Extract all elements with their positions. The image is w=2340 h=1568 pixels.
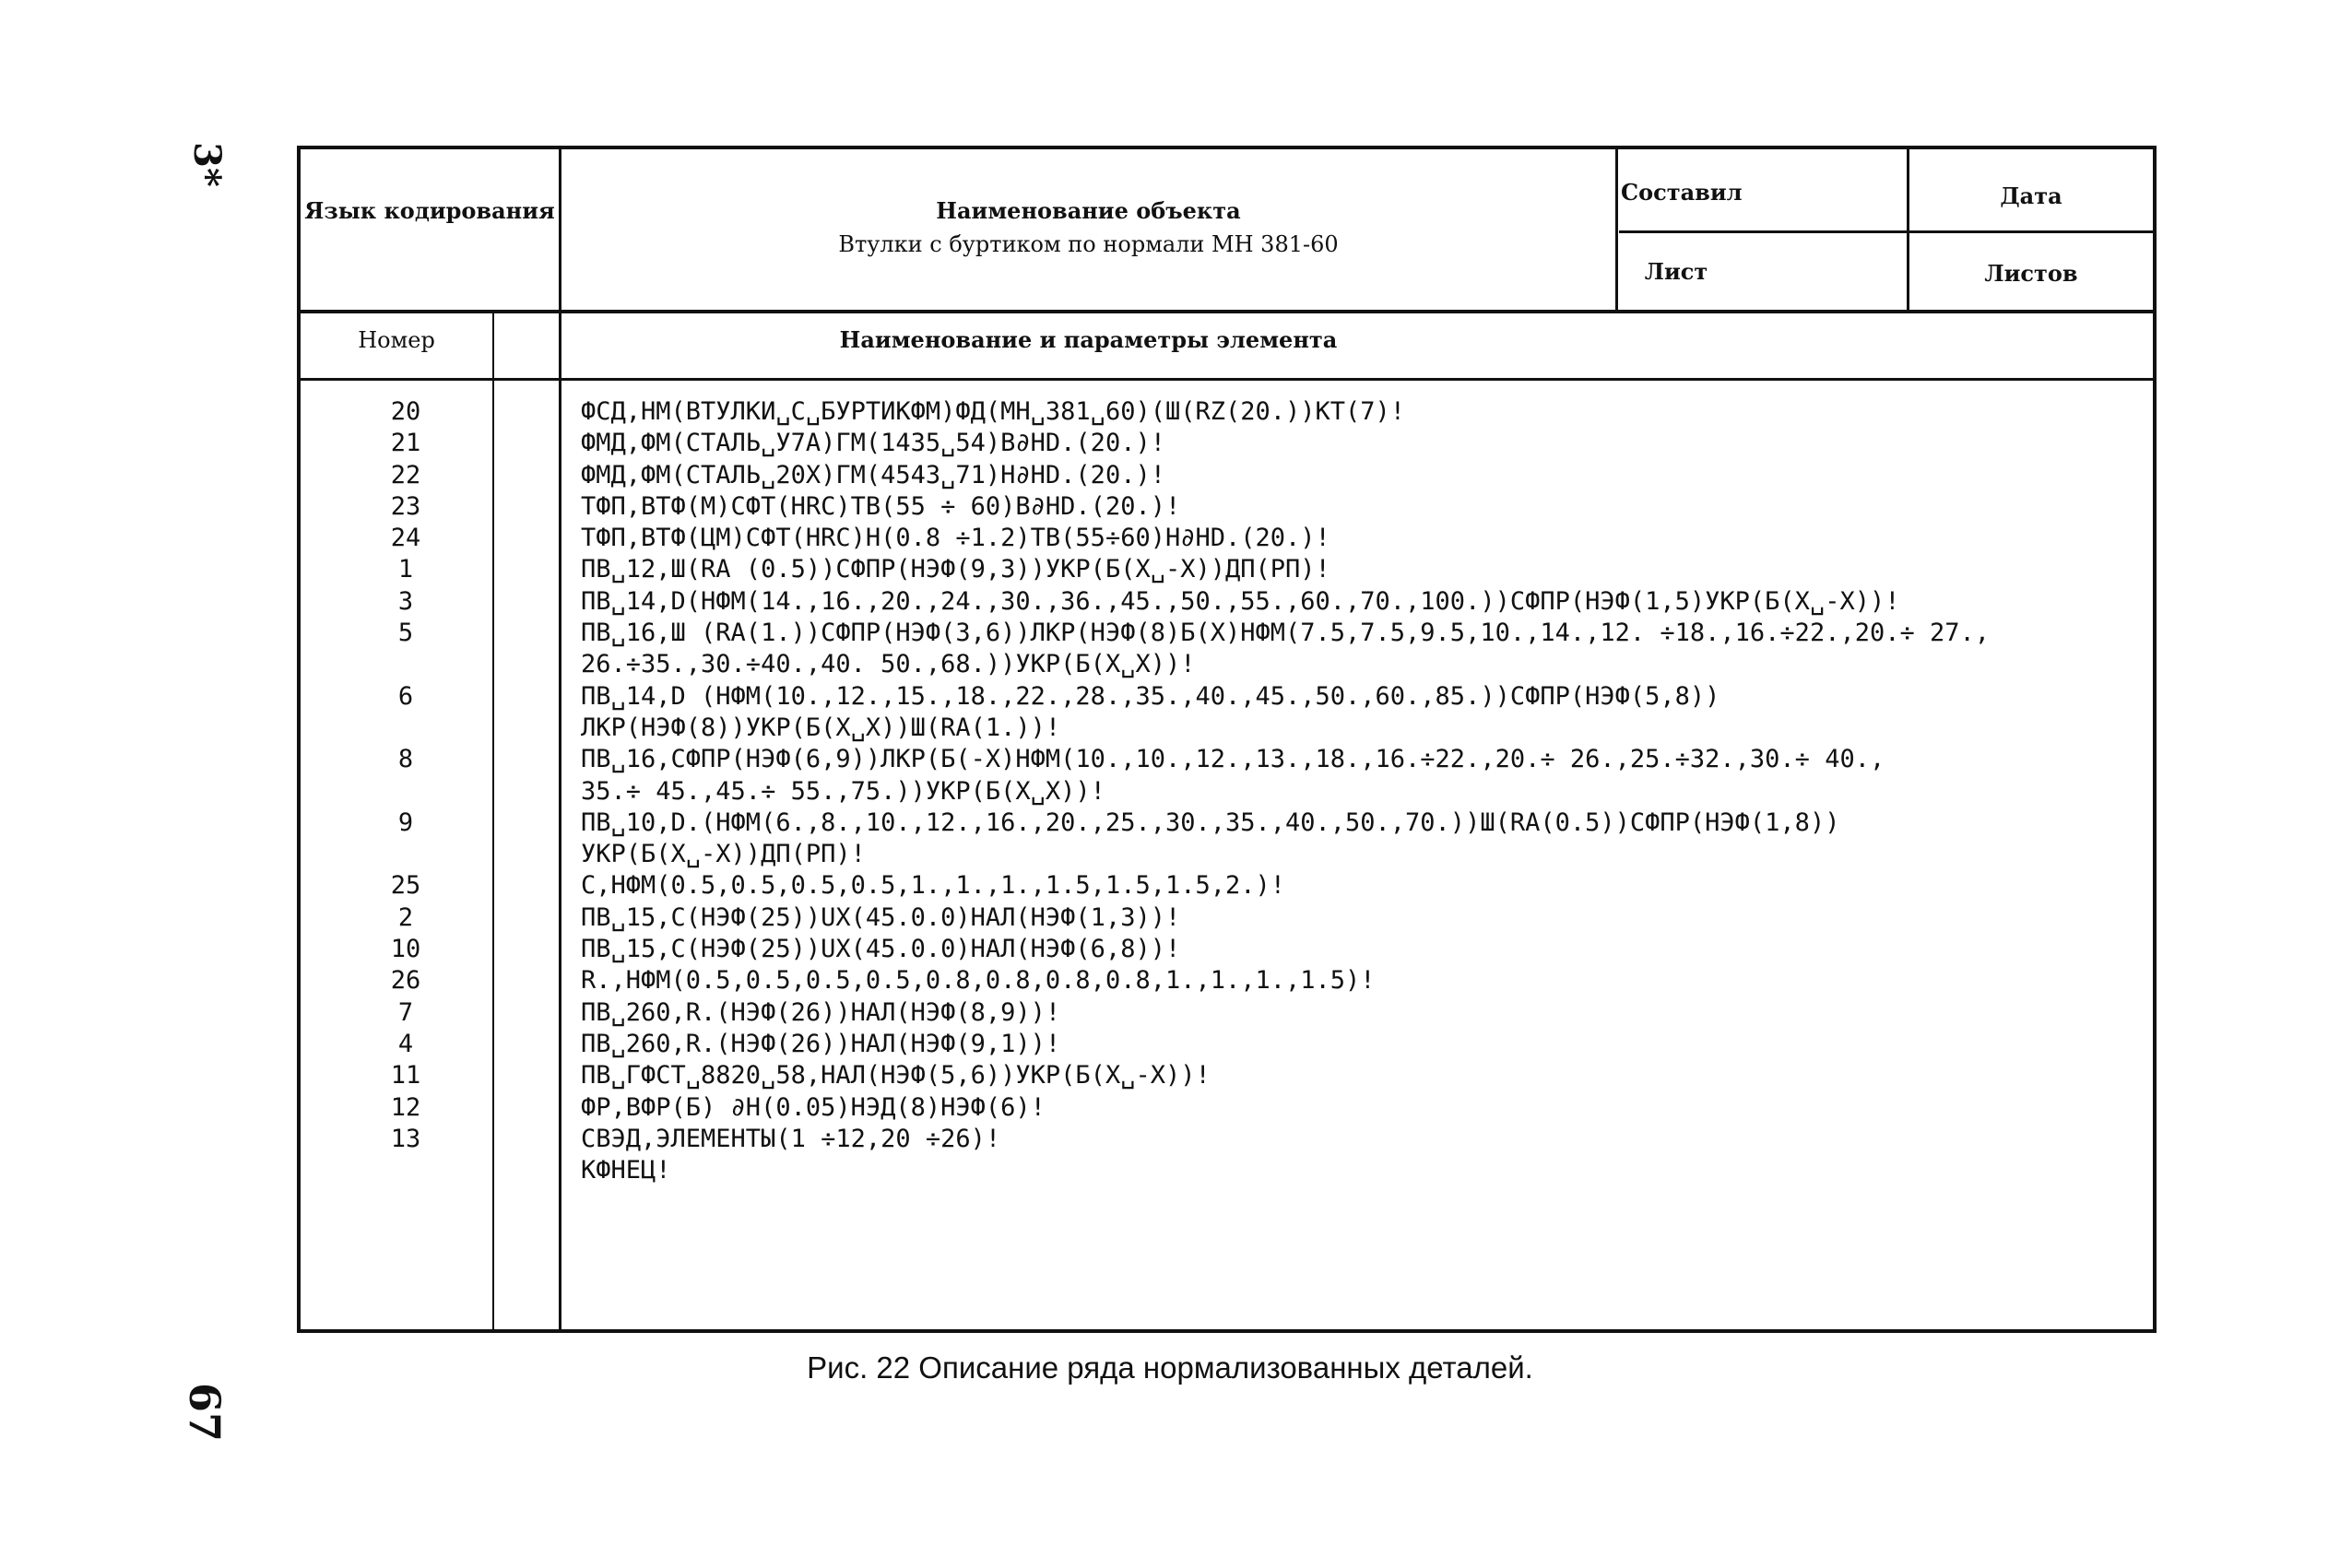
row-number: 24 [390, 524, 421, 553]
row-number: 20 [390, 397, 421, 426]
code-line: ПВ␣14,D(НФМ(14.,16.,20.,24.,30.,36.,45.,50.,55.,60.,70.,100.))СФПР(НЭФ(1,5)УКР(Б(Х␣-Х))! [581, 586, 1900, 616]
header-date: Дата [2000, 183, 2062, 209]
row-number: 22 [390, 460, 421, 489]
code-line: ПВ␣14,D (НФМ(10.,12.,15.,18.,22.,28.,35.,40.,45.,50.,60.,85.))СФПР(НЭФ(5,8)) [581, 681, 1720, 711]
row-number: 23 [390, 491, 421, 521]
code-line: ТФП,ВТФ(М)СФТ(HRC)ТВ(55 ÷ 60)В∂HD.(20.)! [581, 491, 1181, 521]
code-line: ФМД,ФМ(СТАЛЬ␣20Х)ГМ(4543␣71)Н∂HD.(20.)! [581, 460, 1165, 489]
code-line: УКР(Б(Х␣-Х))ДП(РП)! [581, 840, 866, 869]
row-number [369, 649, 443, 680]
element-codes [581, 396, 2148, 1186]
code-line: R.,НФМ(0.5,0.5,0.5,0.5,0.8,0.8,0.8,0.8,1.,1.,1.,1.5)! [581, 966, 1376, 996]
page-number: 67 [180, 1382, 230, 1443]
row-number: 3 [397, 586, 414, 616]
row-number: 21 [390, 429, 421, 458]
row-number [369, 776, 443, 808]
header-language: Язык кодирования [304, 197, 555, 224]
row-numbers [369, 396, 443, 1186]
header-compiled: Составил [1621, 179, 1743, 206]
code-line: ПВ␣16,СФПР(НЭФ(6,9))ЛКР(Б(-Х)НФМ(10.,10.,12.,13.,18.,16.÷22.,20.÷ 26.,25.÷32.,30.÷ 40., [581, 745, 1885, 774]
code-line: ТФП,ВТФ(ЦМ)СФТ(HRC)Н(0.8 ÷1.2)ТВ(55÷60)Н∂HD.(20.)! [581, 524, 1330, 553]
code-line: ПВ␣12,Ш(RA (0.5))СФПР(НЭФ(9,3))УКР(Б(Х␣-Х))ДП(РП)! [581, 555, 1330, 584]
row-number [369, 839, 443, 870]
code-line: КФНЕЦ! [581, 1156, 671, 1185]
code-line: ПВ␣260,R.(НЭФ(26))НАЛ(НЭФ(8,9))! [581, 997, 1061, 1027]
header-object-title: Наименование объекта [936, 197, 1241, 224]
header-sheets: Листов [1984, 260, 2078, 287]
code-line: СВЭД,ЭЛЕМЕНТЫ(1 ÷12,20 ÷26)! [581, 1124, 1001, 1153]
code-line: 26.÷35.,30.÷40.,40. 50.,68.))УКР(Б(Х␣Х))! [581, 650, 1196, 679]
code-line: ПВ␣15,С(НЭФ(25))UХ(45.0.0)НАЛ(НЭФ(6,8))! [581, 935, 1181, 964]
row-number: 10 [390, 935, 421, 964]
row-number: 4 [397, 1029, 414, 1058]
row-number: 8 [397, 745, 414, 774]
row-number: 1 [397, 555, 414, 584]
row-number: 7 [397, 997, 414, 1027]
row-number: 5 [397, 619, 414, 648]
row-number: 9 [397, 808, 414, 837]
row-number: 26 [390, 966, 421, 996]
code-line: ФР,ВФР(Б) ∂Н(0.05)НЭД(8)НЭФ(6)! [581, 1092, 1046, 1122]
figure-caption: Рис. 22 Описание ряда нормализованных деталей. [807, 1350, 1533, 1385]
header-number: Номер [358, 327, 435, 353]
code-line: ПВ␣260,R.(НЭФ(26))НАЛ(НЭФ(9,1))! [581, 1029, 1061, 1058]
code-line: ПВ␣16,Ш (RA(1.))СФПР(НЭФ(3,6))ЛКР(НЭФ(8)Б(Х)НФМ(7.5,7.5,9.5,10.,14.,12. ÷18.,16.÷22.,20.÷ 27., [581, 619, 1991, 648]
row-number: 13 [390, 1124, 421, 1153]
row-number [369, 713, 443, 744]
header-element: Наименование и параметры элемента [839, 326, 1338, 353]
code-line: С,НФМ(0.5,0.5,0.5,0.5,1.,1.,1.,1.5,1.5,1.5,2.)! [581, 871, 1286, 901]
margin-mark-top: 3* [184, 142, 229, 187]
code-line: ФМД,ФМ(СТАЛЬ␣У7А)ГМ(1435␣54)В∂HD.(20.)! [581, 429, 1165, 458]
header-object-name: Втулки с буртиком по нормали МН 381-60 [838, 231, 1339, 257]
header-sheet: Лист [1644, 258, 1708, 285]
code-line: ПВ␣ГФСТ␣8820␣58,НАЛ(НЭФ(5,6))УКР(Б(Х␣-Х))! [581, 1061, 1211, 1091]
code-line: 35.÷ 45.,45.÷ 55.,75.))УКР(Б(Х␣Х))! [581, 776, 1105, 806]
row-number: 2 [397, 902, 414, 932]
code-line: ФСД,НМ(ВТУЛКИ␣С␣БУРТИКФМ)ФД(МН␣381␣60)(Ш(RZ(20.))КТ(7)! [581, 397, 1406, 426]
row-number: 11 [390, 1061, 421, 1091]
row-number: 12 [390, 1092, 421, 1122]
row-number [369, 1155, 443, 1186]
row-number: 6 [397, 681, 414, 711]
row-number: 25 [390, 871, 421, 901]
code-line: ПВ␣10,D.(НФМ(6.,8.,10.,12.,16.,20.,25.,30.,35.,40.,50.,70.))Ш(RA(0.5))СФПР(НЭФ(1,8)) [581, 808, 1840, 837]
code-line: ЛКР(НЭФ(8))УКР(Б(Х␣Х))Ш(RA(1.))! [581, 713, 1061, 742]
code-line: ПВ␣15,С(НЭФ(25))UХ(45.0.0)НАЛ(НЭФ(1,3))! [581, 902, 1181, 932]
